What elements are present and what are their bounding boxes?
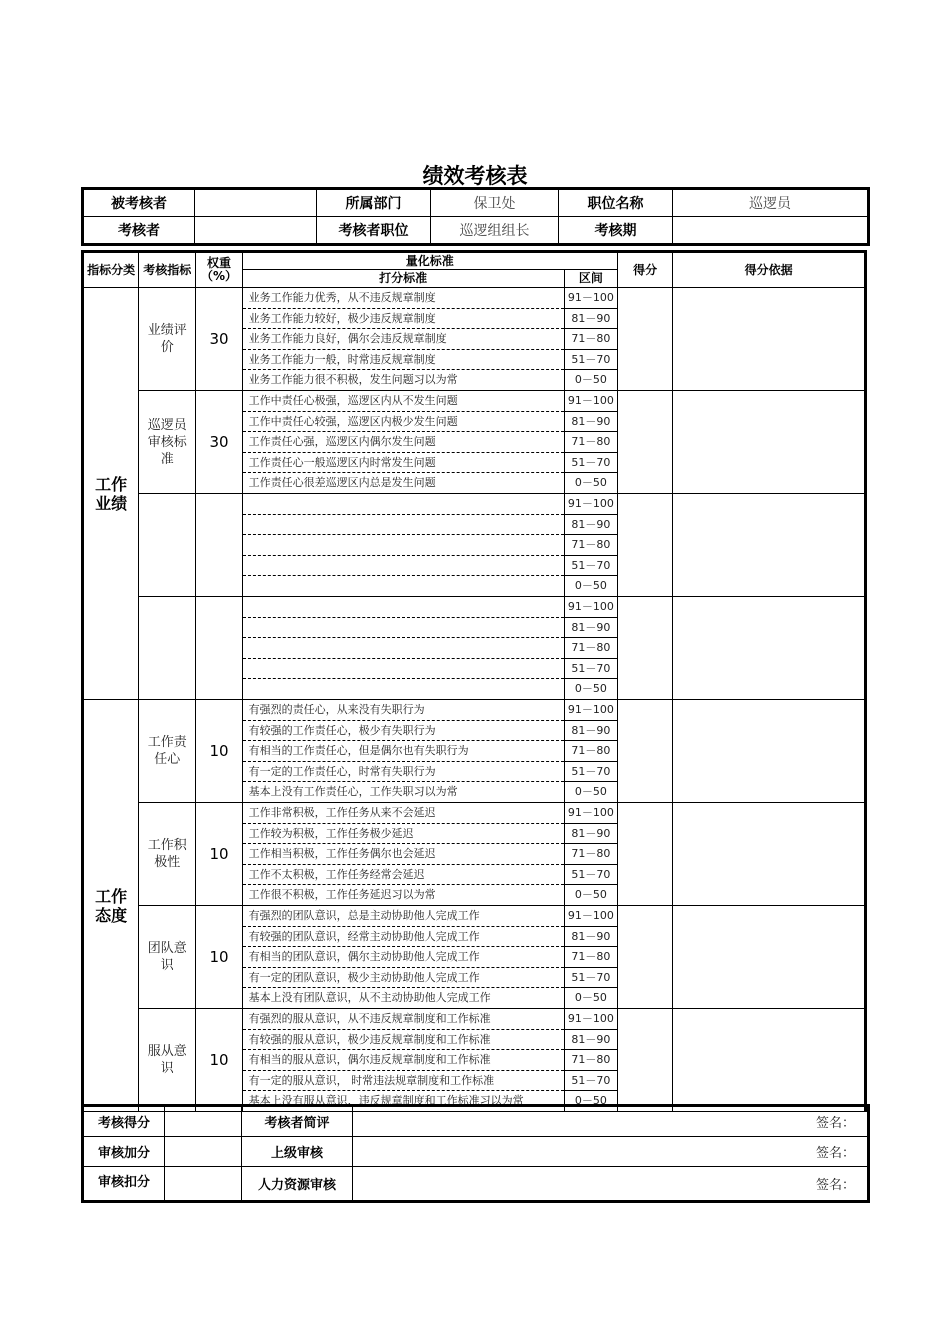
range-item: 51－70 [565, 762, 617, 783]
col-score: 得分 [618, 252, 673, 288]
header-table [81, 187, 870, 246]
range-item: 51－70 [565, 659, 617, 680]
col-range: 区间 [564, 270, 617, 288]
col-criteria: 打分标准 [242, 270, 564, 288]
criteria-list [243, 494, 564, 596]
range-item: 81－90 [565, 927, 617, 948]
basis-field[interactable] [673, 1009, 866, 1112]
bonus-label: 审核加分 [83, 1137, 165, 1167]
criteria-item: 工作中责任心极强，巡逻区内从不发生问题 [243, 391, 564, 412]
examinee-field[interactable] [195, 189, 317, 217]
criteria-item: 工作中责任心较强，巡逻区内极少发生问题 [243, 412, 564, 433]
range-item: 51－70 [565, 453, 617, 474]
indicator-name [139, 597, 196, 700]
deduct-label: 审核扣分 [83, 1167, 165, 1202]
criteria-item: 工作相当积极，工作任务偶尔也会延迟 [243, 844, 564, 865]
indicator-weight: 30 [196, 391, 242, 494]
criteria-item: 有相当的工作责任心，但是偶尔也有失职行为 [243, 741, 564, 762]
indicator-name [139, 494, 196, 597]
criteria-item: 有相当的团队意识，偶尔主动协助他人完成工作 [243, 947, 564, 968]
footer-table [81, 1104, 870, 1203]
indicator-weight: 10 [196, 906, 242, 1009]
indicator-row [83, 700, 866, 803]
range-list [565, 1009, 617, 1111]
criteria-item: 业务工作能力较好，极少违反规章制度 [243, 309, 564, 330]
indicator-weight: 10 [196, 1009, 242, 1112]
range-item: 71－80 [565, 329, 617, 350]
criteria-item [243, 597, 564, 618]
indicator-name: 工作责任心 [139, 700, 196, 803]
category-cell: 工作业绩 [83, 288, 139, 700]
assessor-position-label: 考核者职位 [317, 217, 431, 245]
criteria-item [243, 618, 564, 639]
criteria-item: 工作非常积极，工作任务从来不会延迟 [243, 803, 564, 824]
range-item: 71－80 [565, 432, 617, 453]
criteria-item [243, 494, 564, 515]
deduct-field[interactable] [165, 1167, 242, 1202]
criteria-item: 业务工作能力很不积极，发生问题习以为常 [248, 373, 458, 387]
range-item: 81－90 [565, 412, 617, 433]
score-field[interactable] [618, 288, 673, 391]
period-label: 考核期 [559, 217, 673, 245]
range-item: 81－90 [565, 309, 617, 330]
score-field[interactable] [618, 906, 673, 1009]
basis-field[interactable] [673, 494, 866, 597]
criteria-item [243, 638, 564, 659]
range-item: 81－90 [565, 1030, 617, 1051]
criteria-item: 有一定的服从意识， 时常违法规章制度和工作标准 [243, 1071, 564, 1092]
range-list [565, 288, 617, 390]
indicator-weight [196, 494, 242, 597]
basis-field[interactable] [673, 700, 866, 803]
assessor-field[interactable] [195, 217, 317, 245]
indicator-name: 服从意识 [139, 1009, 196, 1112]
range-item: 91－100 [565, 700, 617, 721]
range-item: 0－50 [574, 682, 607, 696]
criteria-item: 工作责任心一般巡逻区内时常发生问题 [243, 453, 564, 474]
range-item: 91－100 [565, 803, 617, 824]
assessor-comment-label: 考核者简评 [242, 1106, 353, 1137]
criteria-item: 工作责任心强，巡逻区内偶尔发生问题 [243, 432, 564, 453]
assessor-position-field[interactable]: 巡逻组组长 [431, 217, 559, 245]
range-item: 71－80 [565, 638, 617, 659]
criteria-item: 工作不太积极，工作任务经常会延迟 [243, 865, 564, 886]
indicator-row [83, 1009, 866, 1112]
criteria-list [243, 1009, 564, 1111]
range-list [565, 597, 617, 699]
range-item: 71－80 [565, 535, 617, 556]
basis-field[interactable] [673, 906, 866, 1009]
indicator-row [83, 597, 866, 700]
hr-review-label: 人力资源审核 [242, 1167, 353, 1202]
range-item: 71－80 [565, 947, 617, 968]
page-title: 绩效考核表 [422, 164, 528, 188]
range-item: 51－70 [565, 350, 617, 371]
score-field[interactable] [618, 700, 673, 803]
basis-field[interactable] [673, 803, 866, 906]
range-list [565, 700, 617, 802]
criteria-item [243, 679, 564, 699]
criteria-item [243, 556, 564, 577]
range-item: 0－50 [574, 888, 607, 902]
criteria-item: 有强烈的服从意识，从不违反规章制度和工作标准 [243, 1009, 564, 1030]
criteria-list [243, 803, 564, 905]
category-cell: 工作态度 [83, 700, 139, 1112]
criteria-list [243, 391, 564, 493]
range-item: 71－80 [565, 844, 617, 865]
criteria-item: 工作较为积极，工作任务极少延迟 [243, 824, 564, 845]
score-field[interactable] [618, 1009, 673, 1112]
position-field[interactable]: 巡逻员 [673, 189, 869, 217]
period-field[interactable] [673, 217, 869, 245]
assessment-table [81, 250, 867, 1112]
range-item: 91－100 [565, 597, 617, 618]
criteria-item: 业务工作能力一般，时常违反规章制度 [243, 350, 564, 371]
indicator-weight: 10 [196, 803, 242, 906]
criteria-item: 有强烈的责任心，从来没有失职行为 [243, 700, 564, 721]
range-item: 51－70 [565, 556, 617, 577]
criteria-item [243, 535, 564, 556]
indicator-row [83, 803, 866, 906]
range-item: 71－80 [565, 1050, 617, 1071]
criteria-item: 有相当的服从意识，偶尔违反规章制度和工作标准 [243, 1050, 564, 1071]
criteria-item: 有较强的团队意识，经常主动协助他人完成工作 [243, 927, 564, 948]
range-list [565, 391, 617, 493]
criteria-item: 基本上没有工作责任心，工作失职习以为常 [248, 785, 458, 799]
range-list [565, 906, 617, 1008]
total-score-field[interactable] [165, 1106, 242, 1137]
range-item: 91－100 [565, 906, 617, 927]
col-category: 指标分类 [83, 252, 139, 288]
range-item: 81－90 [565, 824, 617, 845]
assessor-signature[interactable]: 签名： [353, 1106, 869, 1137]
criteria-item: 业务工作能力优秀，从不违反规章制度 [243, 288, 564, 309]
range-item: 0－50 [574, 579, 607, 593]
score-field[interactable] [618, 597, 673, 700]
hr-signature[interactable]: 签名： [353, 1167, 869, 1202]
score-field[interactable] [618, 494, 673, 597]
criteria-item: 有一定的工作责任心，时常有失职行为 [243, 762, 564, 783]
score-field[interactable] [618, 803, 673, 906]
range-item: 51－70 [565, 865, 617, 886]
criteria-item: 有一定的团队意识，极少主动协助他人完成工作 [243, 968, 564, 989]
range-item: 0－50 [574, 991, 607, 1005]
range-item: 81－90 [565, 515, 617, 536]
col-standard: 量化标准 [242, 252, 617, 270]
criteria-item [243, 659, 564, 680]
criteria-item: 有强烈的团队意识，总是主动协助他人完成工作 [243, 906, 564, 927]
basis-field[interactable] [673, 288, 866, 391]
criteria-list [243, 288, 564, 390]
range-item: 81－90 [565, 721, 617, 742]
examinee-label: 被考核者 [83, 189, 195, 217]
criteria-item: 工作责任心很差巡逻区内总是发生问题 [248, 476, 436, 490]
indicator-weight [196, 597, 242, 700]
range-list [565, 803, 617, 905]
indicator-name: 工作积极性 [139, 803, 196, 906]
indicator-weight: 10 [196, 700, 242, 803]
indicator-weight: 30 [196, 288, 242, 391]
range-item: 0－50 [574, 1094, 607, 1108]
range-item: 51－70 [565, 1071, 617, 1092]
range-item: 0－50 [574, 373, 607, 387]
indicator-name: 团队意识 [139, 906, 196, 1009]
superior-review-label: 上级审核 [242, 1137, 353, 1167]
criteria-list [243, 700, 564, 802]
total-score-label: 考核得分 [83, 1106, 165, 1137]
dept-field[interactable]: 保卫处 [431, 189, 559, 217]
assessor-label: 考核者 [83, 217, 195, 245]
bonus-field[interactable] [165, 1137, 242, 1167]
range-list [565, 494, 617, 596]
criteria-item: 工作很不积极，工作任务延迟习以为常 [248, 888, 436, 902]
score-field[interactable] [618, 391, 673, 494]
criteria-item: 基本上没有团队意识，从不主动协助他人完成工作 [248, 991, 491, 1005]
range-item: 91－100 [565, 494, 617, 515]
range-item: 0－50 [574, 785, 607, 799]
range-item: 91－100 [565, 391, 617, 412]
col-basis: 得分依据 [673, 252, 866, 288]
indicator-name: 业绩评价 [139, 288, 196, 391]
criteria-list [243, 597, 564, 699]
basis-field[interactable] [673, 391, 866, 494]
indicator-row [83, 391, 866, 494]
range-item: 91－100 [565, 1009, 617, 1030]
criteria-item: 有较强的工作责任心，极少有失职行为 [243, 721, 564, 742]
range-item: 0－50 [574, 476, 607, 490]
indicator-row [83, 494, 866, 597]
range-item: 91－100 [565, 288, 617, 309]
criteria-item: 基本上没有服从意识，违反规章制度和工作标准习以为常 [248, 1094, 524, 1108]
col-weight: 权重（%） [196, 252, 242, 288]
criteria-item [243, 515, 564, 536]
indicator-row [83, 288, 866, 391]
basis-field[interactable] [673, 597, 866, 700]
criteria-item: 有较强的服从意识，极少违反规章制度和工作标准 [243, 1030, 564, 1051]
range-item: 71－80 [565, 741, 617, 762]
range-item: 81－90 [565, 618, 617, 639]
criteria-item [243, 576, 564, 596]
range-item: 51－70 [565, 968, 617, 989]
position-label: 职位名称 [559, 189, 673, 217]
criteria-list [243, 906, 564, 1008]
indicator-name: 巡逻员审核标准 [139, 391, 196, 494]
col-indicator: 考核指标 [139, 252, 196, 288]
indicator-row [83, 906, 866, 1009]
superior-signature[interactable]: 签名： [353, 1137, 869, 1167]
dept-label: 所属部门 [317, 189, 431, 217]
criteria-item: 业务工作能力良好，偶尔会违反规章制度 [243, 329, 564, 350]
